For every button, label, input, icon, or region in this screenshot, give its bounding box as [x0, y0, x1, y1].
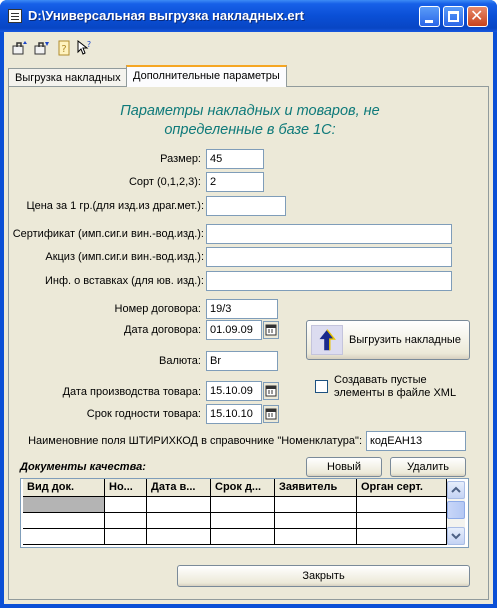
maximize-icon — [448, 11, 459, 22]
table-cell[interactable] — [23, 529, 105, 545]
heading-line-1: Параметры накладных и товаров, не — [120, 103, 380, 119]
column-header[interactable]: Заявитель — [275, 479, 357, 497]
heading-line-2: определенные в базе 1С: — [164, 122, 336, 138]
grade-field[interactable]: 2 — [206, 172, 264, 192]
table-cell[interactable] — [105, 497, 147, 513]
table-cell-selected[interactable] — [23, 497, 105, 513]
contract-number-label: Номер договора: — [114, 303, 201, 315]
calendar-icon — [264, 322, 278, 338]
calendar-icon — [264, 383, 278, 399]
column-header[interactable]: Но... — [105, 479, 147, 497]
inserts-info-field[interactable] — [206, 271, 452, 291]
table-cell[interactable] — [105, 513, 147, 529]
contract-date-label: Дата договора: — [124, 324, 201, 336]
table-cell[interactable] — [105, 529, 147, 545]
size-label: Размер: — [160, 153, 201, 165]
calendar-icon — [264, 406, 278, 422]
expiry-date-field[interactable]: 15.10.10 — [206, 404, 262, 424]
scroll-up-button[interactable] — [447, 481, 465, 499]
maximize-button[interactable] — [443, 6, 464, 27]
grade-label: Сорт (0,1,2,3): — [128, 176, 201, 188]
help-icon[interactable] — [56, 40, 72, 56]
vertical-scrollbar[interactable] — [447, 481, 465, 545]
chevron-up-icon — [448, 482, 464, 498]
excise-label: Акциз (имп.сиг.и вин.-вод.изд.): — [45, 251, 204, 263]
column-header[interactable]: Вид док. — [23, 479, 105, 497]
minimize-icon — [425, 20, 433, 23]
create-empty-checkbox[interactable] — [315, 380, 328, 393]
excise-field[interactable] — [206, 247, 452, 267]
barcode-field-label: Наименовние поля ШТИРИХКОД в справочнике "Номенклатура": — [28, 435, 362, 447]
table-cell[interactable] — [211, 513, 275, 529]
certificate-label: Сертификат (имп.сиг.и вин.-вод.изд.): — [12, 228, 204, 240]
quality-docs-title: Документы качества: — [20, 461, 146, 473]
minimize-button[interactable] — [419, 6, 440, 27]
column-header[interactable]: Орган серт. — [357, 479, 447, 497]
table-cell[interactable] — [275, 513, 357, 529]
create-empty-label[interactable] — [334, 374, 456, 400]
section-heading — [60, 102, 440, 140]
table-cell[interactable] — [147, 497, 211, 513]
window-title: D:\Универсальная выгрузка накладных.ert — [28, 8, 304, 23]
scroll-down-button[interactable] — [447, 527, 465, 545]
svg-text:?: ? — [61, 44, 67, 55]
currency-label: Валюта: — [159, 355, 201, 367]
price-per-gram-field[interactable] — [206, 196, 286, 216]
table-cell[interactable] — [147, 529, 211, 545]
close-window-button[interactable] — [467, 6, 488, 27]
size-field[interactable]: 45 — [206, 149, 264, 169]
new-document-button[interactable]: Новый — [306, 457, 382, 477]
close-icon: ✕ — [470, 6, 484, 25]
create-empty-label-line-1: Создавать пустые — [334, 374, 427, 386]
tab-export-invoices[interactable]: Выгрузка накладных — [8, 68, 128, 88]
scroll-thumb[interactable] — [447, 501, 465, 519]
delete-document-button[interactable]: Удалить — [390, 457, 466, 477]
column-header[interactable]: Дата в... — [147, 479, 211, 497]
quality-docs-table[interactable] — [20, 478, 469, 548]
table-cell[interactable] — [357, 497, 447, 513]
svg-text:?: ? — [86, 40, 92, 49]
tab-additional-params[interactable]: Дополнительные параметры — [126, 65, 287, 87]
table-cell[interactable] — [147, 513, 211, 529]
title-bar[interactable] — [0, 0, 497, 32]
table-cell[interactable] — [23, 513, 105, 529]
production-date-label: Дата производства товара: — [62, 386, 201, 398]
close-button[interactable]: Закрыть — [177, 565, 470, 587]
production-date-field[interactable]: 15.10.09 — [206, 381, 262, 401]
export-invoices-button[interactable] — [306, 320, 470, 360]
calendar-button[interactable] — [263, 405, 279, 423]
document-icon — [8, 9, 22, 23]
table-cell[interactable] — [275, 529, 357, 545]
currency-field[interactable]: Br — [206, 351, 278, 371]
expiry-date-label: Срок годности товара: — [86, 408, 201, 420]
table-cell[interactable] — [275, 497, 357, 513]
contract-date-field[interactable]: 01.09.09 — [206, 320, 262, 340]
column-header[interactable]: Срок д... — [211, 479, 275, 497]
certificate-field[interactable] — [206, 224, 452, 244]
export-invoices-label: Выгрузить накладные — [349, 334, 461, 346]
save-icon[interactable] — [34, 40, 50, 56]
create-empty-label-line-2: элементы в файле XML — [334, 387, 457, 399]
table-cell[interactable] — [357, 513, 447, 529]
inserts-info-label: Инф. о вставках (для юв. изд.): — [44, 275, 204, 287]
barcode-field-input[interactable]: кодЕАН13 — [366, 431, 466, 451]
table-cell[interactable] — [211, 497, 275, 513]
calendar-button[interactable] — [263, 321, 279, 339]
calendar-button[interactable] — [263, 382, 279, 400]
open-icon[interactable] — [12, 40, 28, 56]
arrow-up-icon — [311, 325, 343, 355]
table-cell[interactable] — [211, 529, 275, 545]
table-cell[interactable] — [357, 529, 447, 545]
whats-this-icon[interactable] — [76, 40, 92, 56]
price-per-gram-label: Цена за 1 гр.(для изд.из драг.мет.): — [26, 200, 204, 212]
chevron-down-icon — [448, 528, 464, 544]
contract-number-field[interactable]: 19/3 — [206, 299, 278, 319]
